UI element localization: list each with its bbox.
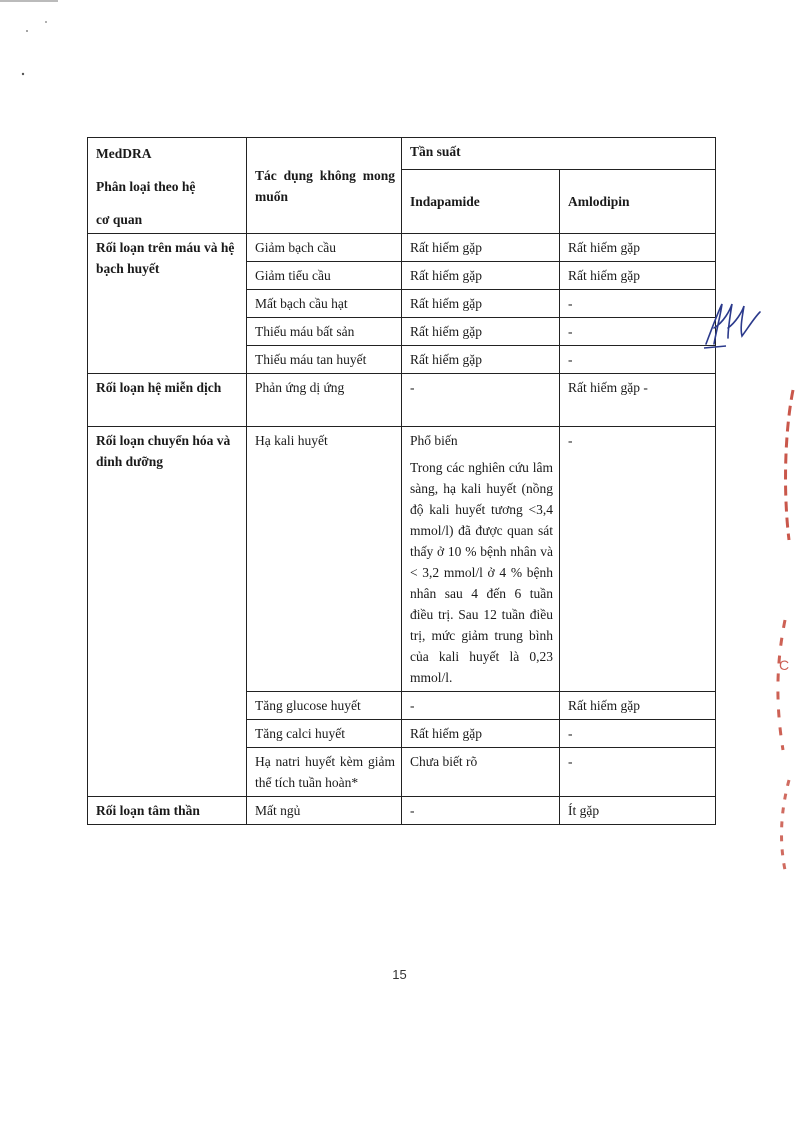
- amlodipin-cell: -: [560, 427, 716, 692]
- header-meddra: MedDRA: [96, 146, 152, 161]
- effect-cell: Thiếu máu bất sản: [247, 318, 402, 346]
- table-row: [88, 797, 716, 825]
- amlodipin-cell: Rất hiếm gặp: [560, 262, 716, 290]
- page-number: 15: [392, 967, 407, 982]
- header-row: [88, 138, 716, 170]
- header-frequency: Tần suất: [402, 138, 716, 170]
- organ-class-cell: Rối loạn tâm thần: [88, 797, 247, 825]
- indapamide-cell: Rất hiếm gặp: [402, 262, 560, 290]
- indapamide-cell: -: [402, 374, 560, 427]
- header-effect: Tác dụng không mong muốn: [247, 138, 402, 234]
- effect-cell: Tăng glucose huyết: [247, 692, 402, 720]
- amlodipin-cell: Rất hiếm gặp: [560, 692, 716, 720]
- effect-cell: Phản ứng dị ứng: [247, 374, 402, 427]
- effect-cell: Mất bạch cầu hạt: [247, 290, 402, 318]
- amlodipin-cell: Rất hiếm gặp: [560, 234, 716, 262]
- frequency-value: Phổ biến: [410, 433, 458, 448]
- indapamide-cell: Rất hiếm gặp: [402, 720, 560, 748]
- organ-class-cell: Rối loạn trên máu và hệ bạch huyết: [88, 234, 247, 374]
- indapamide-cell: Rất hiếm gặp: [402, 234, 560, 262]
- indapamide-cell: Rất hiếm gặp: [402, 290, 560, 318]
- header-organ-class: [88, 138, 247, 234]
- table-row: [88, 374, 716, 427]
- effect-cell: Hạ natri huyết kèm giảm thể tích tuần hoàn*: [247, 748, 402, 797]
- indapamide-cell: Rất hiếm gặp: [402, 318, 560, 346]
- table-row: [88, 427, 716, 692]
- indapamide-cell: [402, 427, 560, 692]
- indapamide-cell: Rất hiếm gặp: [402, 346, 560, 374]
- hypokalemia-note: Trong các nghiên cứu lâm sàng, hạ kali huyết (nồng độ kali huyết tương <3,4 mmol/l) đã được quan sát thấy ở 10 % bệnh nhân và < 3,2 mmol/l ở 4 % bệnh nhân sau 4 đến 6 tuần điều trị. Sau 12 tuần điều trị, mức giảm trung bình của kali huyết là 0,23 mmol/l.: [410, 460, 553, 685]
- effect-cell: Tăng calci huyết: [247, 720, 402, 748]
- effect-cell: Hạ kali huyết: [247, 427, 402, 692]
- indapamide-cell: Chưa biết rõ: [402, 748, 560, 797]
- scan-specks: [0, 0, 60, 90]
- header-classification: Phân loại theo hệ: [96, 179, 196, 194]
- header-indapamide: Indapamide: [402, 169, 560, 233]
- side-effects-table: [87, 137, 716, 825]
- organ-class-cell: Rối loạn chuyển hóa và dinh dưỡng: [88, 427, 247, 797]
- amlodipin-cell: -: [560, 290, 716, 318]
- indapamide-cell: -: [402, 692, 560, 720]
- signature-initials: [702, 298, 764, 354]
- effect-cell: Thiếu máu tan huyết: [247, 346, 402, 374]
- amlodipin-cell: -: [560, 748, 716, 797]
- amlodipin-cell: -: [560, 346, 716, 374]
- svg-text:C: C: [779, 657, 790, 673]
- header-organ: cơ quan: [96, 212, 143, 227]
- effect-cell: Giảm tiểu cầu: [247, 262, 402, 290]
- indapamide-cell: -: [402, 797, 560, 825]
- amlodipin-cell: -: [560, 318, 716, 346]
- stamp-seal: [755, 370, 799, 890]
- effect-cell: Giảm bạch cầu: [247, 234, 402, 262]
- amlodipin-cell: -: [560, 720, 716, 748]
- effect-cell: Mất ngủ: [247, 797, 402, 825]
- organ-class-cell: Rối loạn hệ miễn dịch: [88, 374, 247, 427]
- header-amlodipin: Amlodipin: [560, 169, 716, 233]
- amlodipin-cell: Ít gặp: [560, 797, 716, 825]
- amlodipin-cell: Rất hiếm gặp -: [560, 374, 716, 427]
- table-row: [88, 234, 716, 262]
